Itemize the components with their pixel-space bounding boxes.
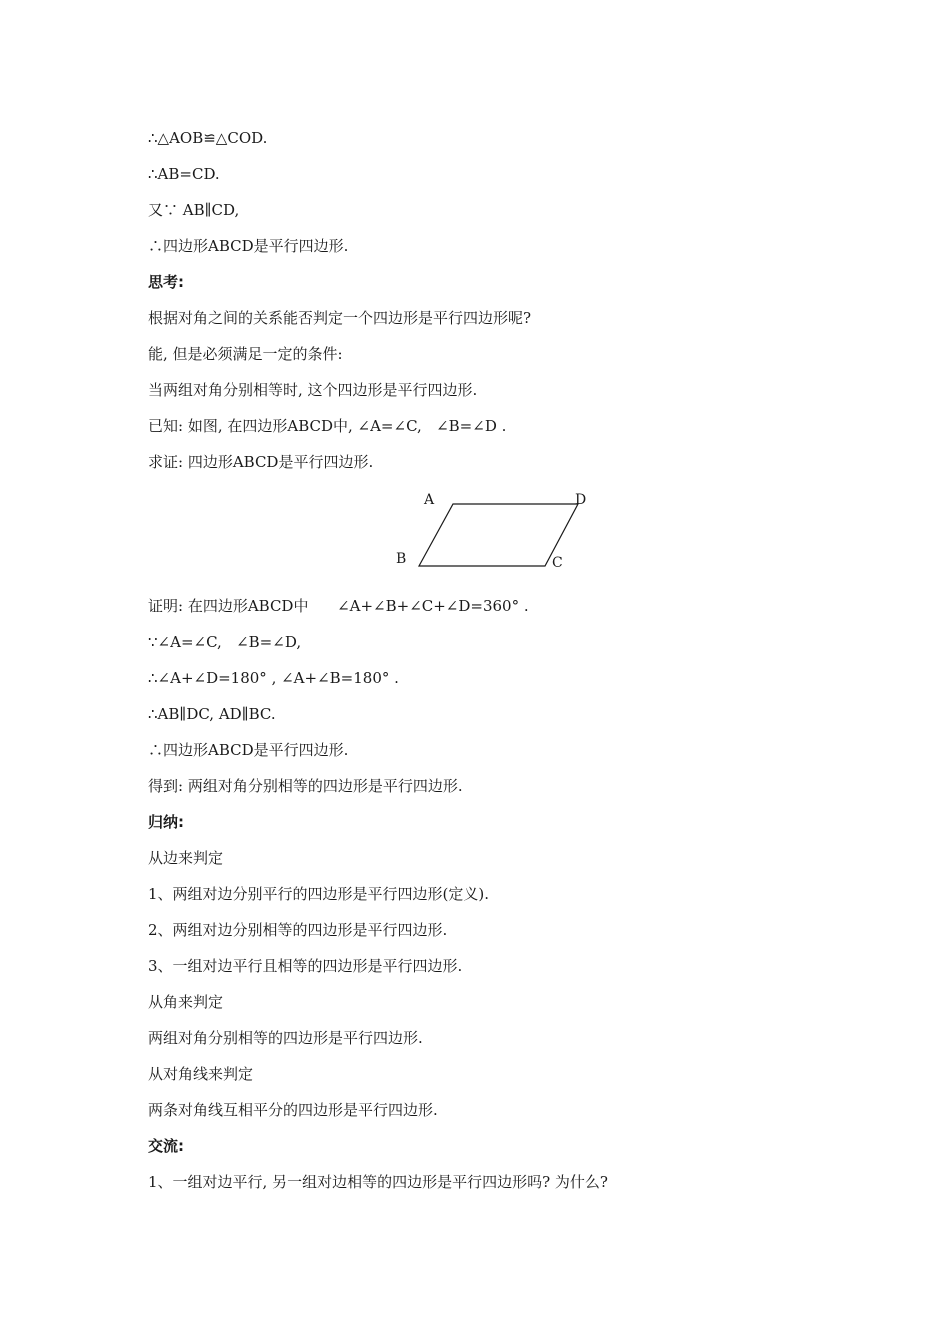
vertex-label-b: B: [396, 551, 407, 567]
question-line: 根据对角之间的关系能否判定一个四边形是平行四边形呢?: [148, 309, 532, 327]
answer-line: 能, 但是必须满足一定的条件:: [148, 345, 343, 363]
proof-line: ∵∠A=∠C, ∠B=∠D,: [148, 633, 302, 651]
proof-line: ∴AB=CD.: [148, 165, 220, 183]
section-heading-think: 思考:: [148, 273, 184, 291]
summary-item: 3、一组对边平行且相等的四边形是平行四边形.: [148, 957, 463, 975]
answer-line: 当两组对角分别相等时, 这个四边形是平行四边形.: [148, 381, 478, 399]
proof-line: ∴∠A+∠D=180° , ∠A+∠B=180° .: [148, 669, 399, 687]
summary-subheading: 从边来判定: [148, 849, 224, 867]
discussion-question: 1、一组对边平行, 另一组对边相等的四边形是平行四边形吗? 为什么?: [148, 1173, 608, 1191]
proof-line: ∴△AOB≌△COD.: [148, 129, 268, 147]
summary-item: 1、两组对边分别平行的四边形是平行四边形(定义).: [148, 885, 490, 903]
conclusion-line: 得到: 两组对角分别相等的四边形是平行四边形.: [148, 777, 463, 795]
proof-line: 又∵ AB∥CD,: [148, 201, 240, 219]
parallelogram-diagram: [380, 480, 600, 580]
section-heading-discuss: 交流:: [148, 1137, 184, 1155]
summary-subheading: 从角来判定: [148, 993, 224, 1011]
summary-item: 两组对角分别相等的四边形是平行四边形.: [148, 1029, 423, 1047]
summary-subheading: 从对角线来判定: [148, 1065, 254, 1083]
given-line: 已知: 如图, 在四边形ABCD中, ∠A=∠C, ∠B=∠D .: [148, 417, 507, 435]
proof-line: 证明: 在四边形ABCD中 ∠A+∠B+∠C+∠D=360° .: [148, 597, 529, 615]
proof-line: ∴四边形ABCD是平行四边形.: [148, 237, 349, 255]
proof-line: ∴四边形ABCD是平行四边形.: [148, 741, 349, 759]
summary-item: 两条对角线互相平分的四边形是平行四边形.: [148, 1101, 438, 1119]
prove-line: 求证: 四边形ABCD是平行四边形.: [148, 453, 374, 471]
vertex-label-c: C: [552, 555, 563, 571]
vertex-label-a: A: [424, 492, 435, 508]
proof-line: ∴AB∥DC, AD∥BC.: [148, 705, 276, 723]
parallelogram-figure: [380, 480, 600, 580]
vertex-label-d: D: [575, 492, 587, 508]
summary-item: 2、两组对边分别相等的四边形是平行四边形.: [148, 921, 448, 939]
section-heading-summary: 归纳:: [148, 813, 184, 831]
